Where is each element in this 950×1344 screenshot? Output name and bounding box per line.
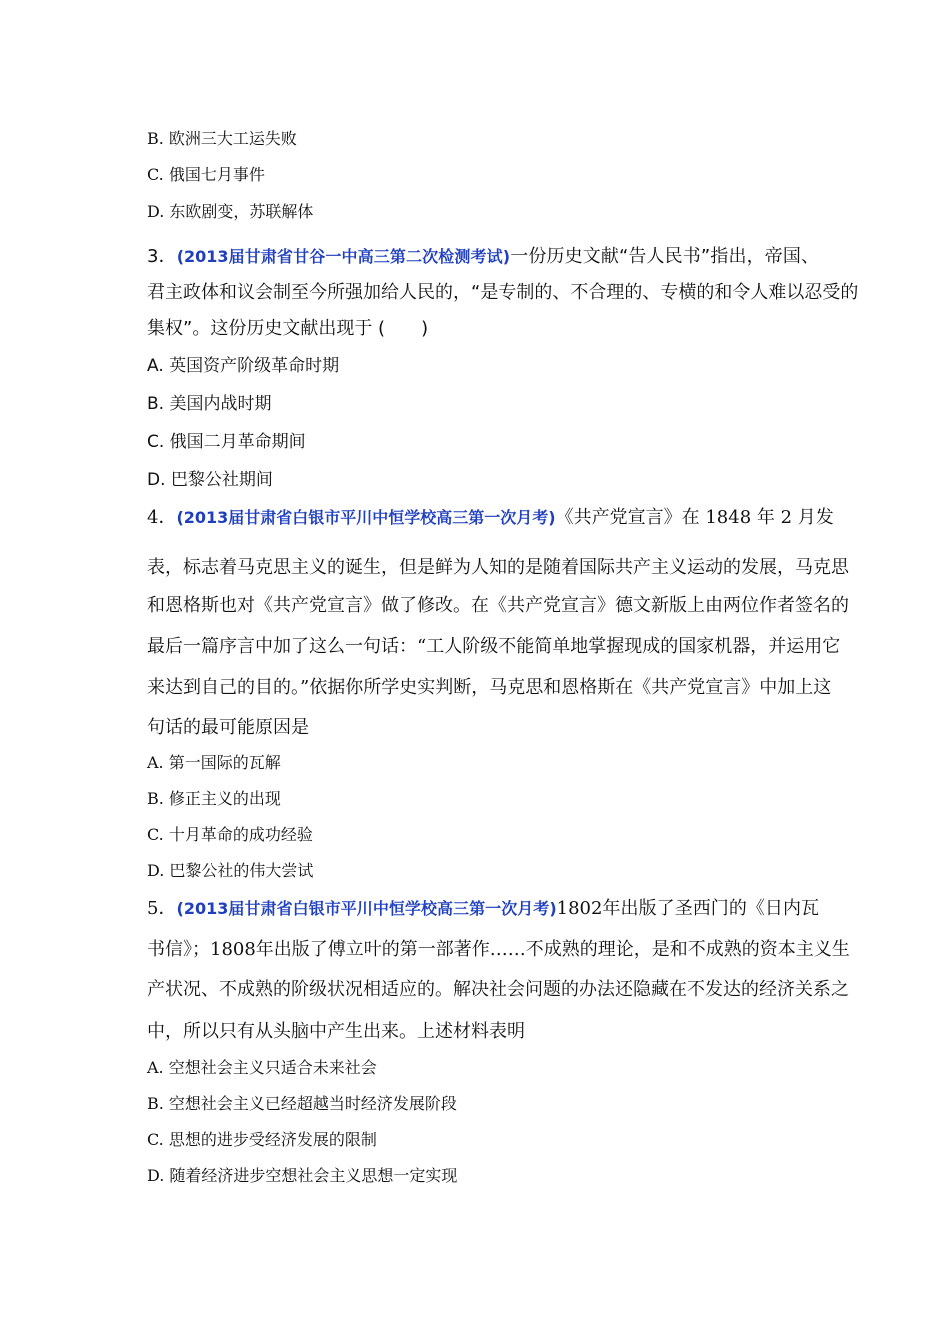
question-number: 3．: [147, 246, 177, 267]
question-number: 5．: [147, 898, 177, 919]
option-line: C. 俄国七月事件: [147, 165, 265, 184]
option-line: B. 修正主义的出现: [147, 789, 281, 808]
question-number: 4．: [147, 507, 177, 528]
option-line: C. 十月革命的成功经验: [147, 825, 313, 844]
question-4-line-1: [147, 503, 834, 529]
question-text: 一份历史文献“告人民书”指出，帝国、: [510, 246, 819, 267]
question-5-line-1: [147, 894, 819, 920]
question-4-line-3: 和恩格斯也对《共产党宣言》做了修改。在《共产党宣言》德文新版上由两位作者签名的: [147, 595, 849, 616]
option-line: C. 俄国二月革命期间: [147, 432, 306, 452]
question-source: (2013届甘肃省白银市平川中恒学校高三第一次月考): [176, 899, 557, 918]
option-line: A. 空想社会主义只适合未来社会: [147, 1058, 377, 1077]
option-line: B. 空想社会主义已经超越当时经济发展阶段: [147, 1094, 457, 1113]
question-3-line-2: 君主政体和议会制至今所强加给人民的，“是专制的、不合理的、专横的和令人难以忍受的: [147, 282, 859, 303]
question-3-line-3: 集权”。这份历史文献出现于 ( ): [147, 318, 429, 339]
question-source: (2013届甘肃省甘谷一中高三第二次检测考试): [176, 247, 511, 266]
question-4-line-4: 最后一篇序言中加了这么一句话：“工人阶级不能简单地掌握现成的国家机器，并运用它: [147, 636, 841, 657]
question-3-line-1: [147, 242, 819, 268]
watermark: [637, 338, 658, 362]
option-line: B. 欧洲三大工运失败: [147, 129, 297, 148]
option-line: D. 随着经济进步空想社会主义思想一定实现: [147, 1166, 458, 1185]
option-line: C. 思想的进步受经济发展的限制: [147, 1130, 377, 1149]
option-line: A. 英国资产阶级革命时期: [147, 356, 340, 376]
question-5-line-3: 产状况、不成熟的阶级状况相适应的。解决社会问题的办法还隐藏在不发达的经济关系之: [147, 979, 849, 1000]
option-line: D. 巴黎公社的伟大尝试: [147, 861, 314, 880]
question-4-line-6: 句话的最可能原因是: [147, 717, 309, 738]
option-line: A. 第一国际的瓦解: [147, 753, 281, 772]
option-line: B. 美国内战时期: [147, 394, 272, 414]
question-text: 1802年出版了圣西门的《日内瓦: [556, 898, 819, 919]
question-source: (2013届甘肃省白银市平川中恒学校高三第一次月考): [176, 508, 556, 527]
question-5-line-4: 中，所以只有从头脑中产生出来。上述材料表明: [147, 1021, 525, 1042]
option-line: D. 东欧剧变，苏联解体: [147, 202, 314, 221]
question-5-line-2: 书信》；1808年出版了傅立叶的第一部著作……不成熟的理论，是和不成熟的资本主义生: [147, 939, 850, 960]
question-4-line-5: 来达到自己的目的。”依据你所学史实判断，马克思和恩格斯在《共产党宣言》中加上这: [147, 677, 832, 698]
option-line: D. 巴黎公社期间: [147, 470, 273, 490]
question-4-line-2: 表，标志着马克思主义的诞生，但是鲜为人知的是随着国际共产主义运动的发展，马克思: [147, 557, 849, 578]
question-text: 《共产党宣言》在 1848 年 2 月发: [555, 507, 834, 528]
